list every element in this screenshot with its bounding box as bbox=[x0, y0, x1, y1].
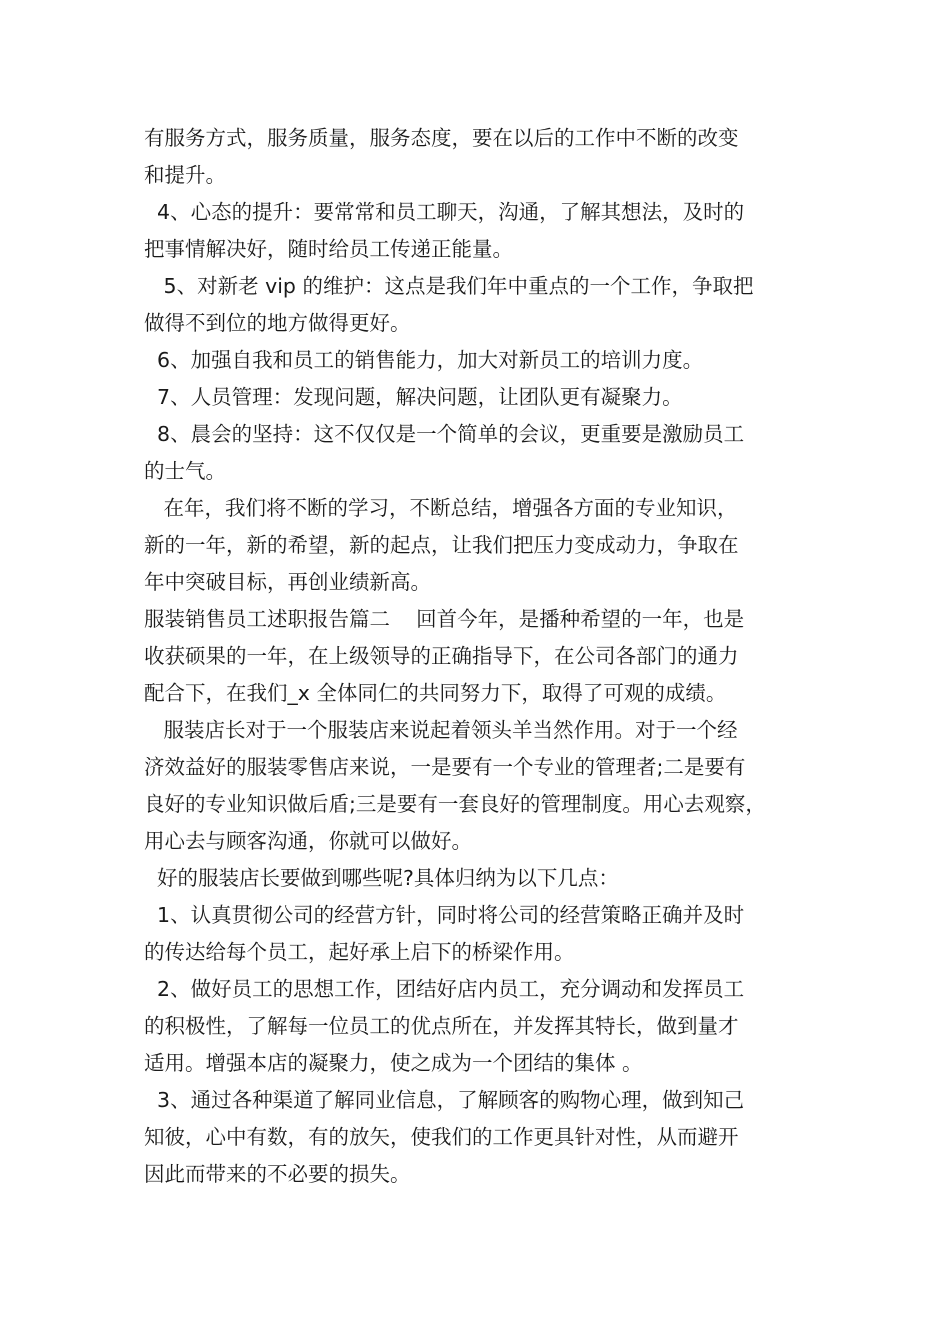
text-line: 收获硕果的一年，在上级领导的正确指导下，在公司各部门的通力 bbox=[144, 644, 739, 668]
text-line: 配合下，在我们_x 全体同仁的共同努力下，取得了可观的成绩。 bbox=[144, 681, 727, 705]
text-line: 7、人员管理：发现问题，解决问题，让团队更有凝聚力。 bbox=[144, 385, 683, 409]
text-line: 的传达给每个员工，起好承上启下的桥梁作用。 bbox=[144, 940, 575, 964]
text-line: 1、认真贯彻公司的经营方针，同时将公司的经营策略正确并及时 bbox=[144, 903, 745, 927]
text-line: 好的服装店长要做到哪些呢?具体归纳为以下几点： bbox=[144, 866, 619, 890]
text-line: 做得不到位的地方做得更好。 bbox=[144, 311, 411, 335]
text-line: 年中突破目标，再创业绩新高。 bbox=[144, 570, 431, 594]
text-line: 在年，我们将不断的学习，不断总结，增强各方面的专业知识， bbox=[144, 496, 738, 520]
text-line: 的积极性，了解每一位员工的优点所在，并发挥其特长，做到量才 bbox=[144, 1014, 739, 1038]
text-line: 良好的专业知识做后盾;三是要有一套良好的管理制度。用心去观察， bbox=[144, 792, 766, 816]
text-line: 有服务方式，服务质量，服务态度，要在以后的工作中不断的改变 bbox=[144, 126, 739, 150]
text-line: 和提升。 bbox=[144, 163, 226, 187]
text-line: 新的一年，新的希望，新的起点，让我们把压力变成动力，争取在 bbox=[144, 533, 739, 557]
text-line: 把事情解决好，随时给员工传递正能量。 bbox=[144, 237, 513, 261]
text-line: 用心去与顾客沟通，你就可以做好。 bbox=[144, 829, 472, 853]
text-line: 济效益好的服装零售店来说，一是要有一个专业的管理者;二是要有 bbox=[144, 755, 746, 779]
text-line: 4、心态的提升：要常常和员工聊天，沟通，了解其想法，及时的 bbox=[144, 200, 745, 224]
text-line: 8、晨会的坚持：这不仅仅是一个简单的会议，更重要是激励员工 bbox=[144, 422, 745, 446]
text-line: 6、加强自我和员工的销售能力，加大对新员工的培训力度。 bbox=[144, 348, 704, 372]
text-line: 5、对新老 vip 的维护：这点是我们年中重点的一个工作，争取把 bbox=[144, 274, 754, 298]
text-line: 的士气。 bbox=[144, 459, 226, 483]
text-line: 3、通过各种渠道了解同业信息，了解顾客的购物心理，做到知己 bbox=[144, 1088, 745, 1112]
text-line: 适用。增强本店的凝聚力，使之成为一个团结的集体 。 bbox=[144, 1051, 643, 1075]
text-line: 因此而带来的不必要的损失。 bbox=[144, 1162, 411, 1186]
section-heading-line: 服装销售员工述职报告篇二 回首今年，是播种希望的一年，也是 bbox=[144, 607, 745, 631]
text-line: 知彼，心中有数，有的放矢，使我们的工作更具针对性，从而避开 bbox=[144, 1125, 739, 1149]
text-line: 2、做好员工的思想工作，团结好店内员工，充分调动和发挥员工 bbox=[144, 977, 745, 1001]
text-line: 服装店长对于一个服装店来说起着领头羊当然作用。对于一个经 bbox=[144, 718, 738, 742]
